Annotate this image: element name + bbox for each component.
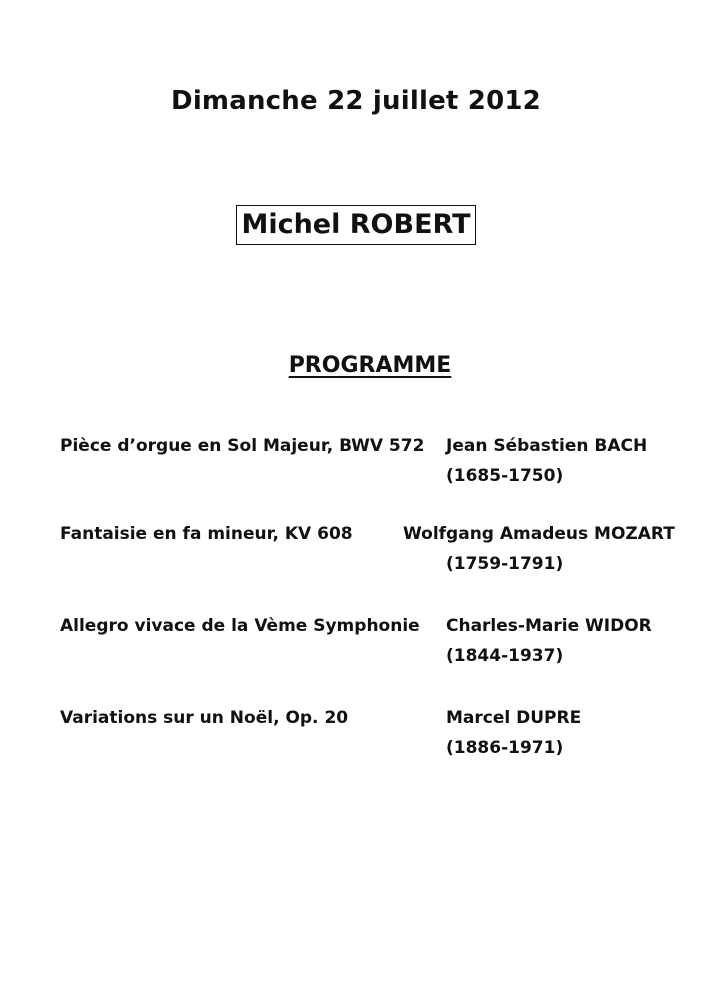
composer-dates: (1886-1971) (446, 738, 564, 758)
composer-dates: (1685-1750) (446, 466, 564, 486)
composer-name: Wolfgang Amadeus MOZART (403, 524, 675, 544)
program-item (0, 616, 712, 676)
performer-section (0, 205, 712, 245)
composer-dates: (1759-1791) (446, 554, 564, 574)
program-item (0, 524, 712, 584)
concert-date: Dimanche 22 juillet 2012 (171, 86, 541, 116)
performer-name: Michel ROBERT (236, 205, 475, 245)
work-title: Pièce d’orgue en Sol Majeur, BWV 572 (60, 436, 425, 456)
work-title: Fantaisie en fa mineur, KV 608 (60, 524, 353, 544)
composer-name: Charles-Marie WIDOR (446, 616, 652, 636)
composer-name: Jean Sébastien BACH (446, 436, 648, 456)
work-title: Variations sur un Noël, Op. 20 (60, 708, 349, 728)
work-title: Allegro vivace de la Vème Symphonie (60, 616, 420, 636)
composer-name: Marcel DUPRE (446, 708, 582, 728)
program-item (0, 436, 712, 496)
programme-heading: PROGRAMME (288, 353, 452, 378)
composer-dates: (1844-1937) (446, 646, 564, 666)
program-item (0, 708, 712, 768)
